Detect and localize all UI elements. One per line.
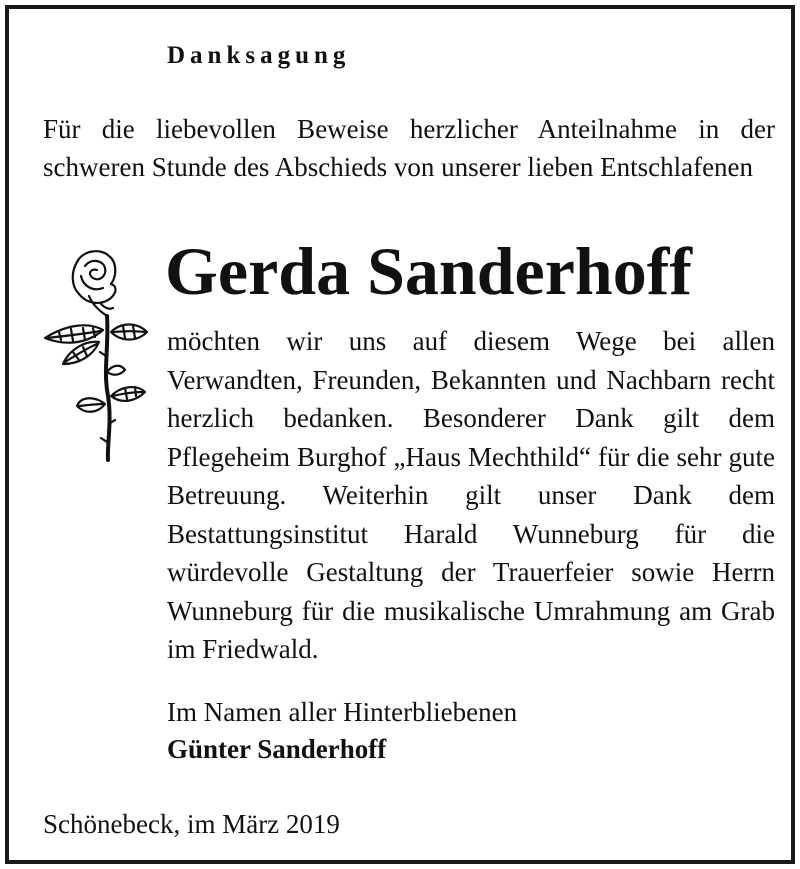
signer-name: Günter Sanderhoff	[167, 734, 387, 764]
obituary-notice-frame	[5, 5, 795, 864]
place-and-date: Schönebeck, im März 2019	[43, 809, 340, 839]
on-behalf-line: Im Namen aller Hinterbliebenen	[167, 697, 518, 727]
notice-heading: Danksagung	[167, 42, 351, 69]
thanks-body-text: möchten wir uns auf diesem Wege bei allen Verwandten, Freunden, Bekannten und Nachbarn recht herzlich bedanken. Besonderer Dank gilt dem Pflegeheim Burghof „Haus Mechthild“ für die sehr gute Betreuung. Weiterhin gilt unser Dank dem Bestattungsinstitut Harald Wunneburg für die würdevolle Gestaltung der Trauerfeier sowie Herrn Wunneburg für die musikalische Umrahmung am Grab im Friedwald.	[167, 326, 775, 664]
deceased-name: Gerda Sanderhoff	[165, 233, 692, 309]
intro-text: Für die liebevollen Beweise herzlicher Anteilnahme in der schweren Stunde des Abschieds von unserer lieben Entschlafenen	[43, 114, 775, 182]
rose-icon	[37, 246, 149, 464]
